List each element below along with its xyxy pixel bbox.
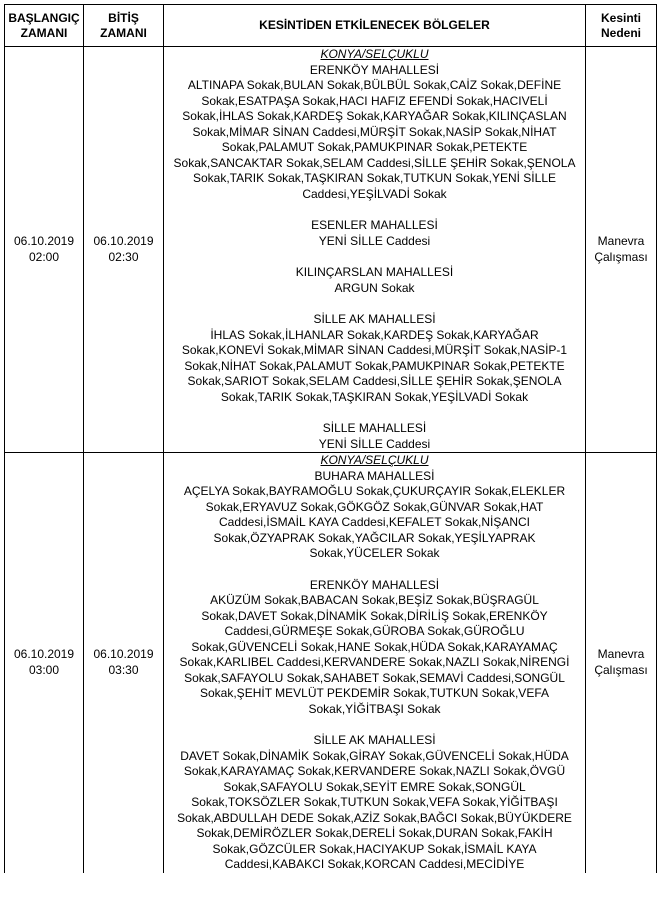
start-time: 02:00 (28, 249, 60, 264)
start-time-cell (5, 47, 84, 453)
mahalle-title: SİLLE AK MAHALLESİ (313, 312, 436, 326)
end-date: 06.10.2019 (93, 647, 154, 662)
street-line: Sokak,NİHAT Sokak,PALAMUT Sokak,PAMUKPINAR Sokak,PETEKTE (184, 358, 565, 373)
street-line: Sokak,DAVET Sokak,DİNAMİK Sokak,DİRİLİŞ Sokak,ERENKÖY (201, 608, 548, 623)
street-line: Sokak,DEMİRÖZLER Sokak,DERELİ Sokak,DURAN Sokak,FAKİH (196, 826, 553, 840)
outage-table (4, 4, 657, 873)
header-end-time: BİTİŞ ZAMANI (84, 5, 164, 47)
end-date: 06.10.2019 (93, 234, 154, 248)
regions-cell (164, 453, 586, 873)
street-line: Sokak,KARLIBEL Caddesi,KERVANDERE Sokak,NAZLI Sokak,NİRENGİ (179, 655, 570, 669)
street-line: Sokak,SAFAYOLU Sokak,SEYİT EMRE Sokak,SONGÜL (223, 779, 526, 794)
street-line: Sokak,YÜCELER Sokak (309, 546, 440, 560)
street-line: YENİ SİLLE Caddesi (318, 436, 431, 451)
header-row (5, 5, 657, 47)
street-line: Sokak,ABDULLAH DEDE Sokak,AZİZ Sokak,BAĞCI Sokak,BÜYÜKDERE (177, 810, 572, 825)
street-line: Sokak,KONEVİ Sokak,MİMAR SİNAN Caddesi,MÜRŞİT Sokak,NASİP-1 (181, 343, 568, 357)
street-line: Caddesi,KABAKCI Sokak,KORCAN Caddesi,MECİDİYE (224, 857, 525, 871)
header-start-time: BAŞLANGIÇ ZAMANI (5, 5, 84, 47)
mahalle-title: SİLLE AK MAHALLESİ (313, 733, 436, 747)
street-line: Sokak,ERYAVUZ Sokak,GÖKGÖZ Sokak,GÜNVAR Sokak,HAT (205, 499, 544, 514)
street-line: Sokak,TARIK Sokak,TAŞKIRAN Sokak,YEŞİLVADİ Sokak (220, 389, 529, 404)
street-line: DAVET Sokak,DİNAMİK Sokak,GİRAY Sokak,GÜVENCELİ Sokak,HÜDA (180, 748, 569, 763)
spacer (164, 296, 585, 312)
street-line: Sokak,ŞEHİT MEVLÜT PEKDEMİR Sokak,TUTKUN Sokak,VEFA (200, 686, 549, 700)
start-date: 06.10.2019 (13, 647, 75, 662)
street-line: Sokak,TOKSÖZLER Sokak,TUTKUN Sokak,VEFA Sokak,YİĞİTBAŞI (191, 795, 558, 809)
street-line: ARGUN Sokak (334, 280, 415, 295)
street-line: Sokak,ESATPAŞA Sokak,HACI HAFIZ EFENDİ Sokak,HACIVELİ (201, 93, 548, 108)
street-line: YENİ SİLLE Caddesi (318, 233, 431, 248)
street-line: Sokak,SARIOT Sokak,SELAM Caddesi,SİLLE ŞEHİR Sokak,ŞENOLA (187, 374, 562, 388)
street-line: Sokak,PALAMUT Sokak,PAMUKPINAR Sokak,PETEKTE (221, 140, 528, 154)
province-label: KONYA/SELÇUKLU (320, 47, 429, 61)
header-regions: KESİNTİDEN ETKİLENECEK BÖLGELER (164, 5, 586, 47)
mahalle-title: ERENKÖY MAHALLESİ (309, 62, 440, 77)
street-line: Sokak,ÖZYAPRAK Sokak,YAĞCILAR Sokak,YEŞİLYAPRAK (213, 530, 536, 545)
end-time-cell (84, 47, 164, 453)
street-line: Sokak,SANCAKTAR Sokak,SELAM Caddesi,SİLLE ŞEHİR Sokak,ŞENOLA (173, 155, 576, 170)
street-line: Sokak,GÖZCÜLER Sokak,HACIYAKUP Sokak,İSMAİL KAYA (212, 841, 537, 856)
street-line: Caddesi,İSMAİL KAYA Caddesi,KEFALET Sokak,NİŞANCI (218, 515, 531, 529)
start-time-cell (5, 453, 84, 873)
outage-row (5, 47, 657, 453)
street-line: Sokak,TARIK Sokak,TAŞKIRAN Sokak,TUTKUN Sokak,YENİ SİLLE (192, 171, 556, 185)
street-line: İHLAS Sokak,İLHANLAR Sokak,KARDEŞ Sokak,KARYAĞAR (210, 327, 539, 342)
province-label: KONYA/SELÇUKLU (320, 453, 429, 467)
spacer (164, 717, 585, 733)
street-line: Sokak,MİMAR SİNAN Caddesi,MÜRŞİT Sokak,NASİP Sokak,NİHAT (192, 124, 557, 139)
street-line: ALTINAPA Sokak,BULAN Sokak,BÜLBÜL Sokak,CAİZ Sokak,DEFİNE (187, 78, 562, 92)
reason-cell: Manevra Çalışması (586, 453, 657, 873)
street-line: Sokak,GÜVENCELİ Sokak,HANE Sokak,HÜDA Sokak,KARAYAMAÇ (191, 639, 558, 654)
spacer (164, 249, 585, 265)
street-line: Sokak,KARAYAMAÇ Sokak,KERVANDERE Sokak,NAZLI Sokak,ÖVGÜ (183, 764, 566, 778)
street-line: Sokak,YİĞİTBAŞI Sokak (308, 701, 441, 716)
mahalle-title: KILINÇARSLAN MAHALLESİ (295, 265, 454, 279)
street-line: Caddesi,YEŞİLVADİ Sokak (302, 186, 447, 201)
mahalle-title: BUHARA MAHALLESİ (314, 468, 435, 483)
outage-row (5, 453, 657, 873)
end-time: 03:30 (108, 662, 139, 677)
reason-cell: Manevra Çalışması (586, 47, 657, 453)
mahalle-title: ESENLER MAHALLESİ (311, 218, 438, 232)
street-line: Sokak,SAFAYOLU Sokak,SAHABET Sokak,SEMAVİ Caddesi,SONGÜL (184, 670, 565, 685)
start-time: 03:00 (28, 662, 60, 677)
spacer (164, 562, 585, 578)
mahalle-title: ERENKÖY MAHALLESİ (309, 577, 440, 592)
end-time: 02:30 (108, 249, 139, 264)
regions-cell (164, 47, 586, 453)
start-date: 06.10.2019 (13, 234, 75, 248)
spacer (164, 405, 585, 421)
street-line: AÇELYA Sokak,BAYRAMOĞLU Sokak,ÇUKURÇAYIR Sokak,ELEKLER (183, 484, 566, 498)
street-line: AKÜZÜM Sokak,BABACAN Sokak,BEŞİZ Sokak,BÜŞRAGÜL (210, 593, 539, 607)
street-line: Sokak,İHLAS Sokak,KARDEŞ Sokak,KARYAĞAR Sokak,KILINÇASLAN (182, 109, 567, 123)
spacer (164, 202, 585, 218)
end-time-cell (84, 453, 164, 873)
street-line: Caddesi,GÜRMEŞE Sokak,GÜROBA Sokak,GÜROĞLU (224, 624, 525, 638)
header-reason: Kesinti Nedeni (586, 5, 657, 47)
mahalle-title: SİLLE MAHALLESİ (322, 421, 427, 435)
